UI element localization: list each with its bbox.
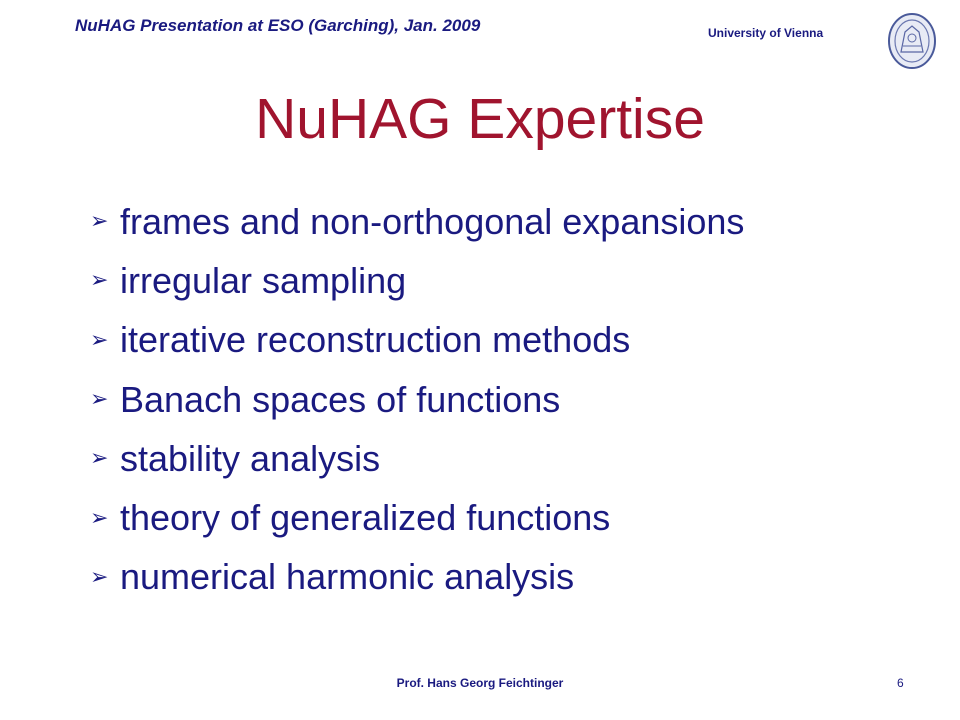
arrow-right-icon: ➢ — [90, 446, 109, 472]
arrow-right-icon: ➢ — [90, 387, 109, 413]
institution-name: University of Vienna — [708, 26, 824, 40]
list-item — [90, 429, 744, 488]
list-item — [90, 548, 744, 607]
bullet-text: theory of generalized functions — [120, 497, 611, 539]
list-item — [90, 370, 744, 429]
page-number: 6 — [897, 676, 904, 690]
bullet-text: Banach spaces of functions — [120, 378, 561, 420]
list-item — [90, 311, 744, 370]
list-item — [90, 251, 744, 310]
bullet-text: iterative reconstruction methods — [120, 319, 631, 361]
footer-author: Prof. Hans Georg Feichtinger — [396, 676, 564, 690]
arrow-right-icon: ➢ — [90, 209, 109, 235]
list-item — [90, 488, 744, 547]
bullet-text: irregular sampling — [120, 259, 407, 301]
presentation-header: NuHAG Presentation at ESO (Garching), Jan. 2009 — [75, 16, 481, 35]
arrow-right-icon: ➢ — [90, 564, 109, 590]
expertise-list — [90, 192, 744, 607]
university-seal-icon — [887, 12, 937, 70]
arrow-right-icon: ➢ — [90, 268, 109, 294]
arrow-right-icon: ➢ — [90, 327, 109, 353]
arrow-right-icon: ➢ — [90, 505, 109, 531]
bullet-text: frames and non-orthogonal expansions — [120, 200, 745, 242]
list-item — [90, 192, 744, 251]
bullet-text: numerical harmonic analysis — [120, 556, 575, 598]
bullet-text: stability analysis — [120, 437, 381, 479]
slide-title: NuHAG Expertise — [255, 87, 705, 151]
